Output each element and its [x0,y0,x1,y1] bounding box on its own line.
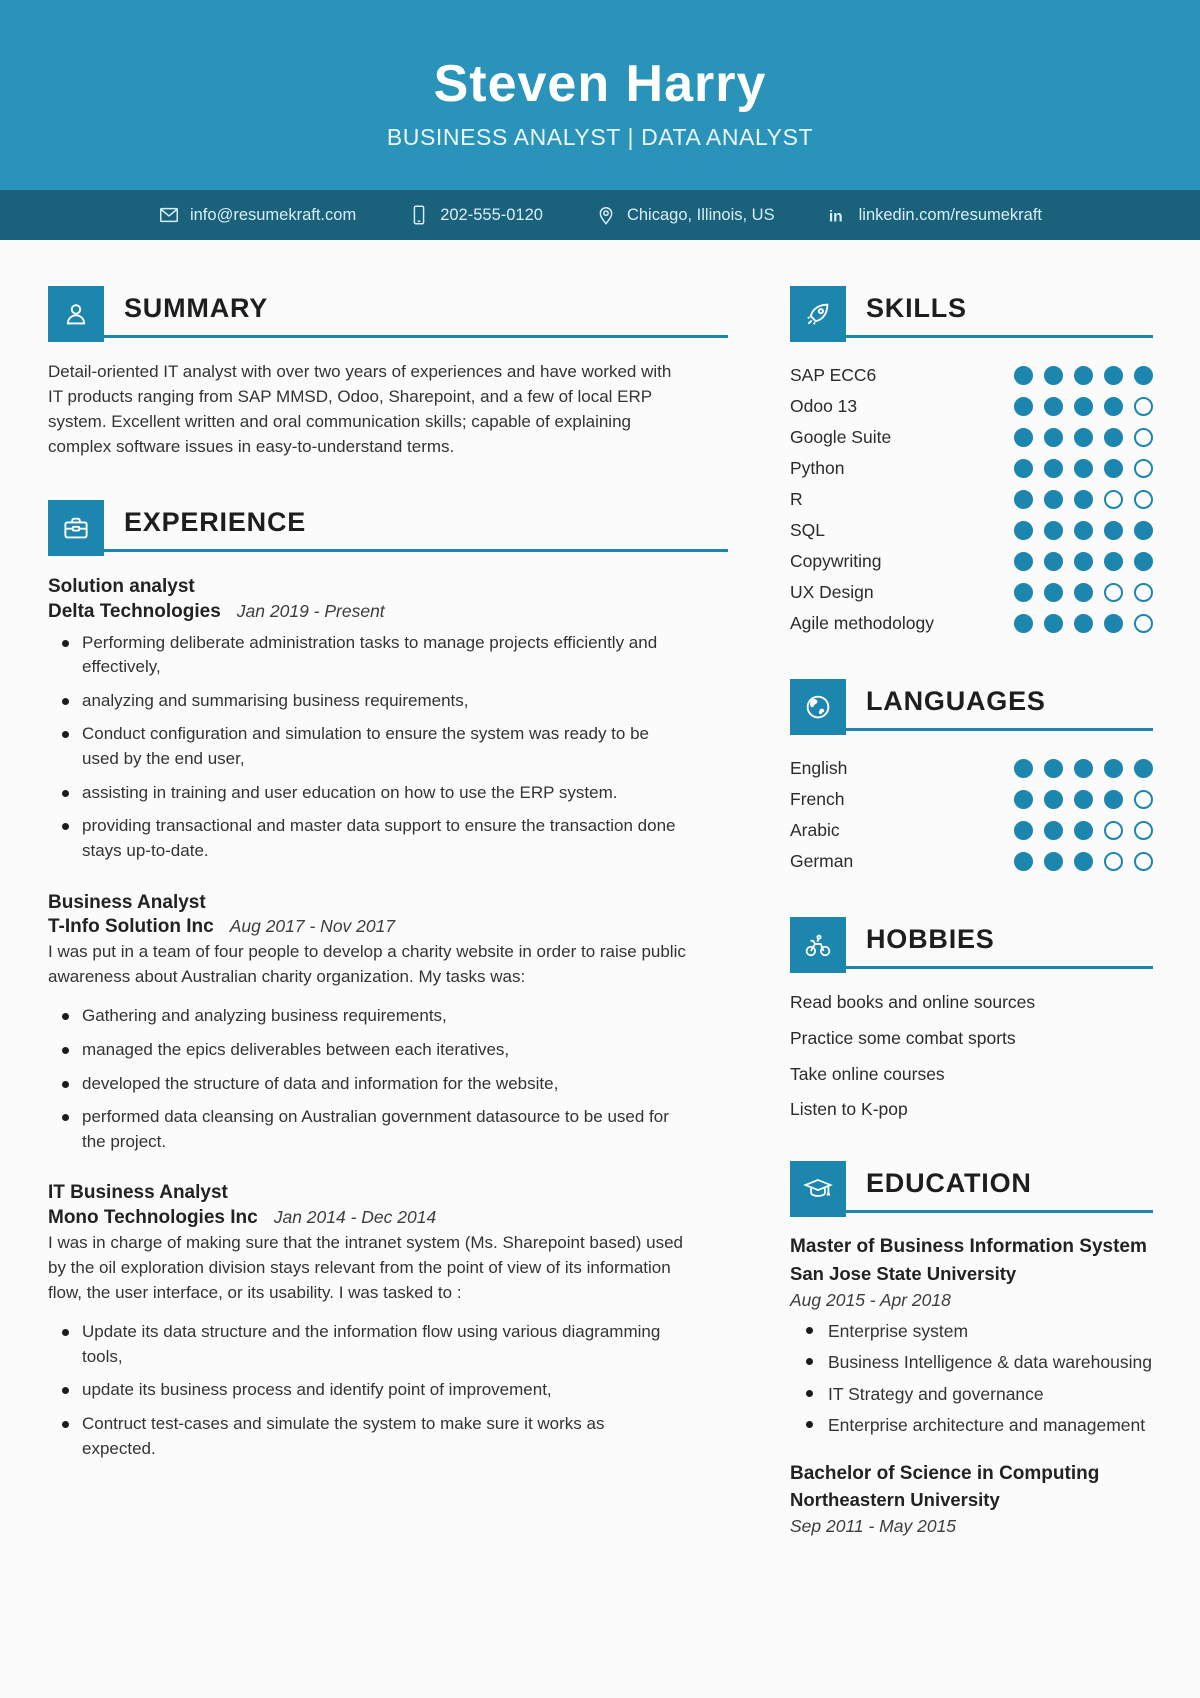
education-title: EDUCATION [866,1168,1032,1198]
rocket-icon [790,286,846,342]
school-name: Northeastern University [790,1489,1000,1511]
skill-name: SQL [790,520,826,540]
language-name: German [790,851,854,871]
briefcase-icon [48,500,104,556]
masthead [0,0,1200,190]
education-section-header [790,1161,1153,1213]
job-bullet: managed the epics deliverables between each iteratives, [48,1038,678,1063]
dot-empty [1104,821,1123,840]
dot-filled [1014,821,1033,840]
language-level-dots [1014,852,1153,871]
dot-filled [1014,521,1033,540]
left-column [48,286,728,1577]
education-bullet: Enterprise architecture and management [790,1413,1153,1438]
contact-email [158,204,356,226]
skill-row [790,391,1153,422]
hobby-item: Practice some combat sports [790,1027,1016,1048]
job-bullet: assisting in training and user education on how to use the ERP system. [48,781,678,806]
dot-filled [1134,366,1153,385]
job-title: Business Analyst [48,891,206,913]
right-column [790,286,1153,1577]
school-name: San Jose State University [790,1262,1017,1284]
person-icon [48,286,104,342]
skill-name: Agile methodology [790,613,934,633]
dot-filled [1044,583,1063,602]
dot-filled [1014,759,1033,778]
job-company: Mono Technologies Inc [48,1207,258,1229]
skill-level-dots [1014,552,1153,571]
skill-level-dots [1014,428,1153,447]
job-bullet: Contruct test-cases and simulate the system to make sure it works as expected. [48,1412,678,1461]
dot-filled [1104,790,1123,809]
skill-level-dots [1014,521,1153,540]
degree: Master of Business Information System [790,1236,1147,1257]
dot-filled [1074,759,1093,778]
languages-section-header [790,679,1153,731]
job-title: IT Business Analyst [48,1182,228,1204]
job-company: Delta Technologies [48,600,221,622]
hobbies-section [790,917,1153,1121]
hobbies-title: HOBBIES [866,924,995,954]
dot-filled [1044,790,1063,809]
job-title: Solution analyst [48,575,195,597]
dot-empty [1134,490,1153,509]
experience-title: EXPERIENCE [124,506,307,537]
education-entry [790,1235,1153,1438]
education-bullet: Enterprise system [790,1319,1153,1344]
job-bullet-list [48,1004,728,1154]
dot-filled [1074,397,1093,416]
language-level-dots [1014,759,1153,778]
dot-filled [1104,397,1123,416]
dot-filled [1104,614,1123,633]
dot-filled [1014,428,1033,447]
dot-empty [1134,852,1153,871]
dot-filled [1074,428,1093,447]
dot-filled [1044,552,1063,571]
dot-filled [1074,552,1093,571]
experience-section-header [48,500,728,552]
dot-filled [1014,366,1033,385]
skill-row [790,608,1153,639]
dot-filled [1074,521,1093,540]
job-entry [48,574,728,864]
dot-empty [1134,790,1153,809]
summary-text: Detail-oriented IT analyst with over two years of experiences and have worked with IT products ranging from SAP MMSD, Odoo, Sharepoint, and a few of local ERP system. Excellent written and oral communication skills; capable of explaining complex software issues in easy-to-understand terms. [48,362,672,456]
dot-filled [1074,821,1093,840]
hobby-item: Read books and online sources [790,992,1036,1012]
skill-level-dots [1014,397,1153,416]
job-bullet: performed data cleansing on Australian government datasource to be used for the project. [48,1105,678,1154]
dot-empty [1134,614,1153,633]
dot-filled [1044,490,1063,509]
skill-name: SAP ECC6 [790,365,877,385]
job-bullet: Update its data structure and the information flow using various diagramming tools, [48,1320,678,1369]
job-bullet: developed the structure of data and information for the website, [48,1072,678,1097]
skill-row [790,577,1153,608]
contact-bar [0,190,1200,240]
education-bullet: Business Intelligence & data warehousing [790,1350,1153,1375]
dot-filled [1074,459,1093,478]
dot-filled [1074,583,1093,602]
dot-filled [1074,852,1093,871]
job-bullet: update its business process and identify point of improvement, [48,1378,678,1403]
linkedin-icon [827,204,849,226]
job-company-line [48,916,728,938]
dot-filled [1014,397,1033,416]
skill-level-dots [1014,583,1153,602]
job-company-line [48,601,728,623]
language-name: English [790,758,848,778]
job-bullet: providing transactional and master data support to ensure the transaction done stays up-to-date. [48,814,678,863]
hobby-item: Take online courses [790,1063,945,1084]
job-company: T-Info Solution Inc [48,916,214,938]
dot-filled [1014,852,1033,871]
contact-location-text: Chicago, Illinois, US [626,205,775,224]
skills-title: SKILLS [866,293,967,323]
dot-filled [1014,552,1033,571]
education-section [790,1161,1153,1537]
contact-phone [408,204,543,226]
education-bullet-list [790,1319,1153,1438]
language-level-dots [1014,821,1153,840]
dot-empty [1104,490,1123,509]
language-name: Arabic [790,820,840,840]
job-dates: Aug 2017 - Nov 2017 [229,916,396,937]
location-pin-icon [595,204,617,226]
language-row [790,846,1153,877]
school-dates: Aug 2015 - Apr 2018 [790,1289,951,1310]
dot-filled [1104,366,1123,385]
dot-filled [1104,759,1123,778]
degree: Bachelor of Science in Computing [790,1462,1100,1484]
hobbies-section-header [790,917,1153,969]
experience-section [48,500,728,1461]
dot-filled [1104,552,1123,571]
skill-row [790,484,1153,515]
dot-filled [1134,759,1153,778]
dot-filled [1044,614,1063,633]
dot-empty [1134,459,1153,478]
job-dates: Jan 2014 - Dec 2014 [273,1207,437,1228]
skill-level-dots [1014,614,1153,633]
job-intro: I was put in a team of four people to develop a charity website in order to raise public awareness about Australian charity organization. My tasks was: [48,942,686,987]
envelope-icon [158,204,180,226]
job-intro: I was in charge of making sure that the intranet system (Ms. Sharepoint based) used by the oil exploration division stays relevant from the point of view of its information flow, the user interface, or its usability. I was tasked to : [48,1233,683,1302]
globe-icon [790,679,846,735]
dot-filled [1044,821,1063,840]
skill-name: Google Suite [790,427,892,447]
languages-section [790,679,1153,877]
skill-name: Odoo 13 [790,396,858,416]
skill-row [790,422,1153,453]
language-row [790,815,1153,846]
contact-location [595,204,775,226]
language-level-dots [1014,790,1153,809]
skill-level-dots [1014,366,1153,385]
dot-filled [1044,521,1063,540]
dot-filled [1074,490,1093,509]
job-bullet-list [48,1320,728,1461]
skill-row [790,360,1153,391]
bicycle-icon [790,917,846,973]
mobile-phone-icon [408,204,430,226]
dot-filled [1014,490,1033,509]
skill-name: R [790,489,803,509]
contact-linkedin [827,204,1042,226]
summary-section [48,286,728,460]
skills-section-header [790,286,1153,338]
dot-filled [1104,459,1123,478]
job-bullet: Conduct configuration and simulation to ensure the system was ready to be used by the end user, [48,722,678,771]
dot-filled [1074,614,1093,633]
dot-filled [1014,790,1033,809]
dot-filled [1044,852,1063,871]
dot-empty [1134,428,1153,447]
dot-filled [1014,583,1033,602]
contact-phone-text: 202-555-0120 [440,205,543,224]
dot-filled [1014,459,1033,478]
person-role: BUSINESS ANALYST | DATA ANALYST [386,123,814,150]
dot-empty [1134,821,1153,840]
content [0,240,1200,1577]
dot-filled [1104,428,1123,447]
language-row [790,784,1153,815]
skill-name: UX Design [790,582,874,602]
job-entry [48,1180,728,1461]
dot-empty [1104,583,1123,602]
skill-row [790,546,1153,577]
summary-title: SUMMARY [124,293,269,323]
hobby-item: Listen to K-pop [790,1099,908,1120]
dot-filled [1044,366,1063,385]
person-name: Steven Harry [433,54,767,113]
skill-row [790,453,1153,484]
contact-email-text: info@resumekraft.com [189,205,357,224]
school-dates: Sep 2011 - May 2015 [790,1516,957,1537]
dot-filled [1044,459,1063,478]
job-bullet: analyzing and summarising business requirements, [48,689,678,714]
languages-title: LANGUAGES [866,686,1046,716]
dot-filled [1044,397,1063,416]
dot-empty [1134,397,1153,416]
contact-linkedin-text: linkedin.com/resumekraft [858,205,1043,224]
skill-row [790,515,1153,546]
dot-filled [1074,366,1093,385]
summary-section-header [48,286,728,338]
job-entry [48,890,728,1155]
dot-filled [1134,521,1153,540]
dot-filled [1134,552,1153,571]
svg-text:in: in [828,208,843,226]
job-bullet: Gathering and analyzing business requirements, [48,1004,678,1029]
skill-name: Python [790,458,845,478]
skills-section [790,286,1153,639]
dot-empty [1104,852,1123,871]
dot-filled [1074,790,1093,809]
language-row [790,753,1153,784]
skill-name: Copywriting [790,551,882,571]
language-name: French [790,789,845,809]
graduation-cap-icon [790,1161,846,1217]
skill-level-dots [1014,459,1153,478]
dot-filled [1044,759,1063,778]
dot-filled [1014,614,1033,633]
job-company-line [48,1207,728,1229]
skill-level-dots [1014,490,1153,509]
dot-empty [1134,583,1153,602]
education-bullet: IT Strategy and governance [790,1382,1153,1407]
job-dates: Jan 2019 - Present [236,600,385,621]
education-entry [790,1462,1153,1538]
job-bullet-list [48,631,728,864]
dot-filled [1104,521,1123,540]
dot-filled [1044,428,1063,447]
job-bullet: Performing deliberate administration tasks to manage projects efficiently and effectively, [48,631,678,680]
